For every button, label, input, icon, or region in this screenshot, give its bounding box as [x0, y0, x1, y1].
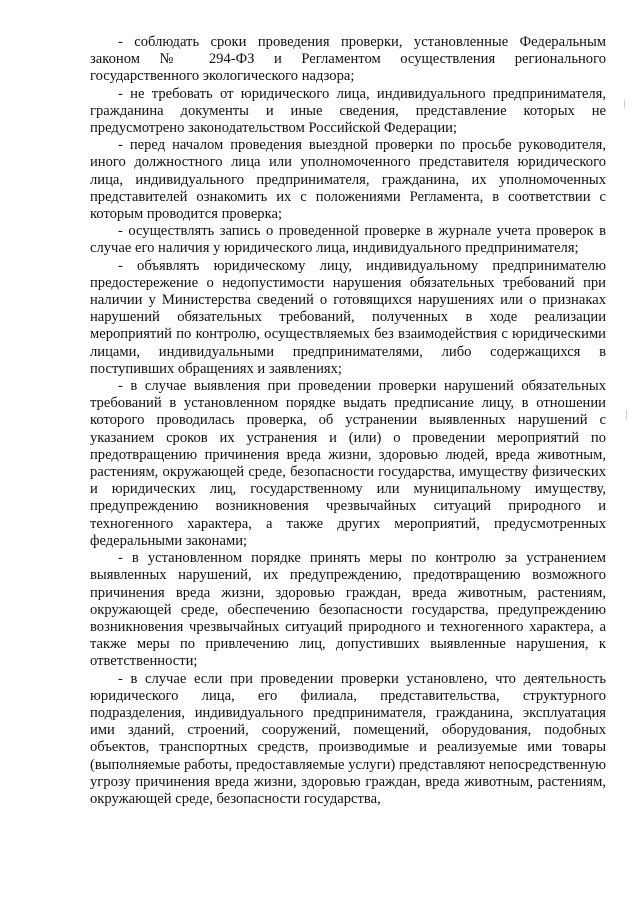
document-body: [90, 34, 606, 808]
scan-artifact: [624, 100, 625, 108]
paragraph-direct-threat: - в случае если при проведении проверки установлено, что деятельность юридического лица, его филиала, представительства, структурного подразделения, индивидуального предпринимателя, гражданина, эксплуатация ими зданий, строений, сооружений, помещений, оборудования, подобных объектов, транспортных средств, производимые и реализуемые ими товары (выполняемые работы, предоставляемые услуги) представляют непосредственную угрозу причинения вреда жизни, здоровью граждан, вреда животным, растениям, окружающей среде, безопасности государства,: [90, 670, 606, 807]
paragraph-prescription: - в случае выявления при проведении проверки нарушений обязательных требований в установленном порядке выдать предписание лицу, в отношении которого проводилась проверка, об устранении выявленных нарушений с указанием сроков их устранения и (или) о проведении мероприятий по предотвращению причинения вреда жизни, здоровью людей, вреда животным, растениям, окружающей среде, безопасности государства, имуществу физических и юридических лиц, государственному или муниципальному имуществу, предупреждению возникновения чрезвычайных ситуаций природного и техногенного характера, а также других мероприятий, предусмотренных федеральными законами;: [90, 378, 606, 549]
paragraph-no-extra-documents: - не требовать от юридического лица, индивидуального предпринимателя, гражданина документы и иные сведения, представление которых не предусмотрено законодательством Российской Федерации;: [90, 85, 606, 137]
paragraph-familiarize-regulation: - перед началом проведения выездной проверки по просьбе руководителя, иного должностного лица или уполномоченного представителя юридического лица, индивидуального предпринимателя, гражданина, их уполномоченных представителей ознакомить их с положениями Регламента, в соответствии с которым проводится проверка;: [90, 137, 606, 223]
paragraph-deadlines: - соблюдать сроки проведения проверки, установленные Федеральным законом № 294-ФЗ и Регламентом осуществления регионального государственного экологического надзора;: [90, 34, 606, 85]
paragraph-journal-record: - осуществлять запись о проведенной проверке в журнале учета проверок в случае его наличия у юридического лица, индивидуального предпринимателя;: [90, 223, 606, 257]
scan-artifact: [626, 410, 627, 420]
paragraph-warning: - объявлять юридическому лицу, индивидуальному предпринимателю предостережение о недопустимости нарушения обязательных требований при наличии у Министерства сведений о готовящихся нарушениях или о признаках нарушений обязательных требований, полученных в ходе реализации мероприятий по контролю, осуществляемых без взаимодействия с юридическими лицами, индивидуальными предпринимателями, либо содержащихся в поступивших обращениях и заявлениях;: [90, 257, 606, 377]
paragraph-control-measures: - в установленном порядке принять меры по контролю за устранением выявленных нарушений, их предупреждению, предотвращению возможного причинения вреда жизни, здоровью граждан, вреда животным, растениям, окружающей среде, обеспечению безопасности государства, предупреждению возникновения чрезвычайных ситуаций природного и техногенного характера, а также меры по привлечению лиц, допустивших выявленные нарушения, к ответственности;: [90, 550, 606, 670]
